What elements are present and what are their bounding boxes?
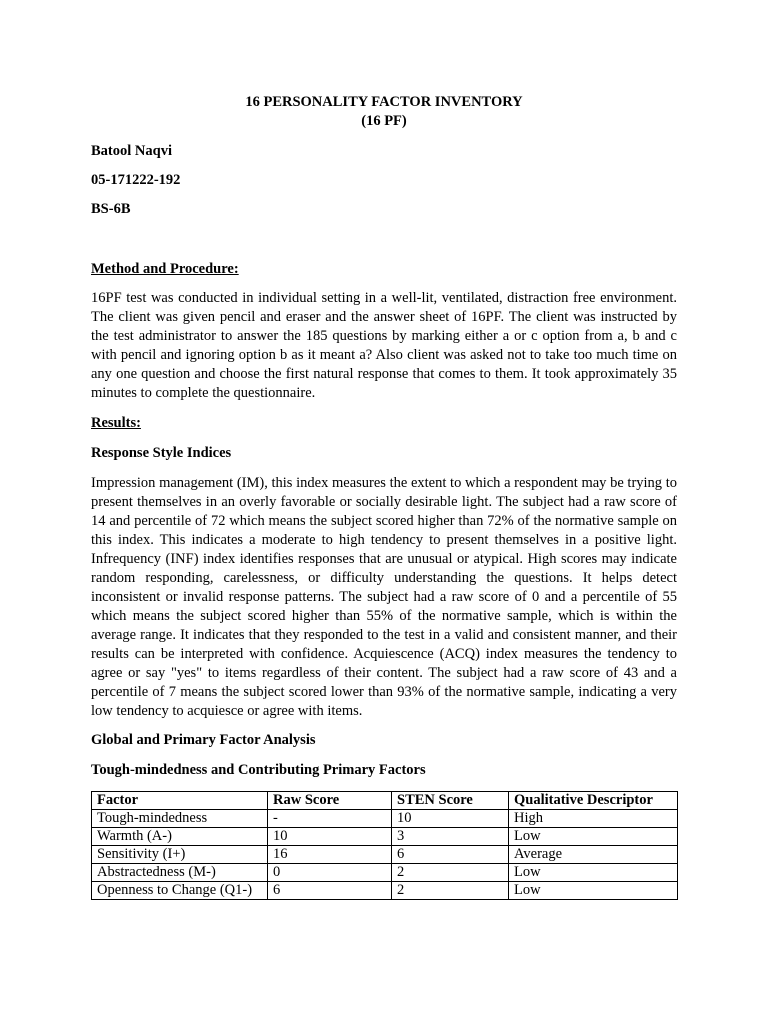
cell-sten-score: 10 [392,810,509,828]
global-factor-heading: Global and Primary Factor Analysis [91,732,316,748]
table-row [92,864,678,882]
cell-sten-score: 2 [392,864,509,882]
table-row [92,846,678,864]
response-style-heading: Response Style Indices [91,445,232,461]
cell-descriptor: Low [509,864,678,882]
table-row [92,810,678,828]
results-heading: Results: [91,415,141,431]
cell-factor: Warmth (A-) [92,828,268,846]
cell-factor: Sensitivity (I+) [92,846,268,864]
header-qualitative-descriptor: Qualitative Descriptor [509,792,678,810]
header-raw-score: Raw Score [268,792,392,810]
cell-factor: Abstractedness (M-) [92,864,268,882]
cell-descriptor: Low [509,828,678,846]
response-style-paragraph: Impression management (IM), this index measures the extent to which a respondent may be trying to present themselves in an overly favorable or socially desirable light. The subject had a raw score of 14 and percentile of 72 which means the subject scored higher than 72% of the normative sample on this index. This indicates a moderate to high tendency to present themselves in a positive light. Infrequency (INF) index identifies responses that are unusual or atypical. High scores may indicate random responding, carelessness, or difficulty understanding the questions. It helps detect inconsistent or invalid response patterns. The subject had a raw score of 0 and a percentile of 55 which means the subject scored higher than 55% of the normative sample, which is within the average range. It indicates that they responded to the test in a valid and consistent manner, and their results can be interpreted with confidence. Acquiescence (ACQ) index measures the tendency to agree or say "yes" to items regardless of their content. The subject had a raw score of 43 and a percentile of 7 means the subject scored lower than 93% of the normative sample, indicating a very low tendency to acquiesce or agree with items. [91,475,677,719]
header-factor: Factor [92,792,268,810]
cell-raw-score: - [268,810,392,828]
cell-sten-score: 6 [392,846,509,864]
cell-raw-score: 0 [268,864,392,882]
method-paragraph: 16PF test was conducted in individual setting in a well-lit, ventilated, distraction free environment. The client was given pencil and eraser and the answer sheet of 16PF. The client was instructed by the test administrator to answer the 185 questions by marking either a or c option from a, b and c with pencil and ignoring option b as it meant a? Also client was asked not to take too much time on any one question and choose the first natural response that comes to them. It took approximately 35 minutes to complete the questionnaire. [91,290,677,401]
cell-raw-score: 10 [268,828,392,846]
tough-mindedness-heading: Tough-mindedness and Contributing Primary Factors [91,762,426,778]
cell-raw-score: 16 [268,846,392,864]
table-row [92,882,678,900]
student-class: BS-6B [91,201,131,217]
cell-factor: Tough-mindedness [92,810,268,828]
cell-descriptor: Low [509,882,678,900]
document-title-line2: (16 PF) [361,113,407,129]
student-id: 05-171222-192 [91,172,181,188]
header-sten-score: STEN Score [392,792,509,810]
cell-descriptor: Average [509,846,678,864]
method-heading: Method and Procedure: [91,261,239,277]
document-title-line1: 16 PERSONALITY FACTOR INVENTORY [245,94,523,110]
table-header-row [92,792,678,810]
cell-raw-score: 6 [268,882,392,900]
table-row [92,828,678,846]
cell-sten-score: 3 [392,828,509,846]
cell-sten-score: 2 [392,882,509,900]
student-name: Batool Naqvi [91,143,172,159]
cell-factor: Openness to Change (Q1-) [92,882,268,900]
cell-descriptor: High [509,810,678,828]
factor-table [91,791,678,900]
document-page [91,93,677,900]
